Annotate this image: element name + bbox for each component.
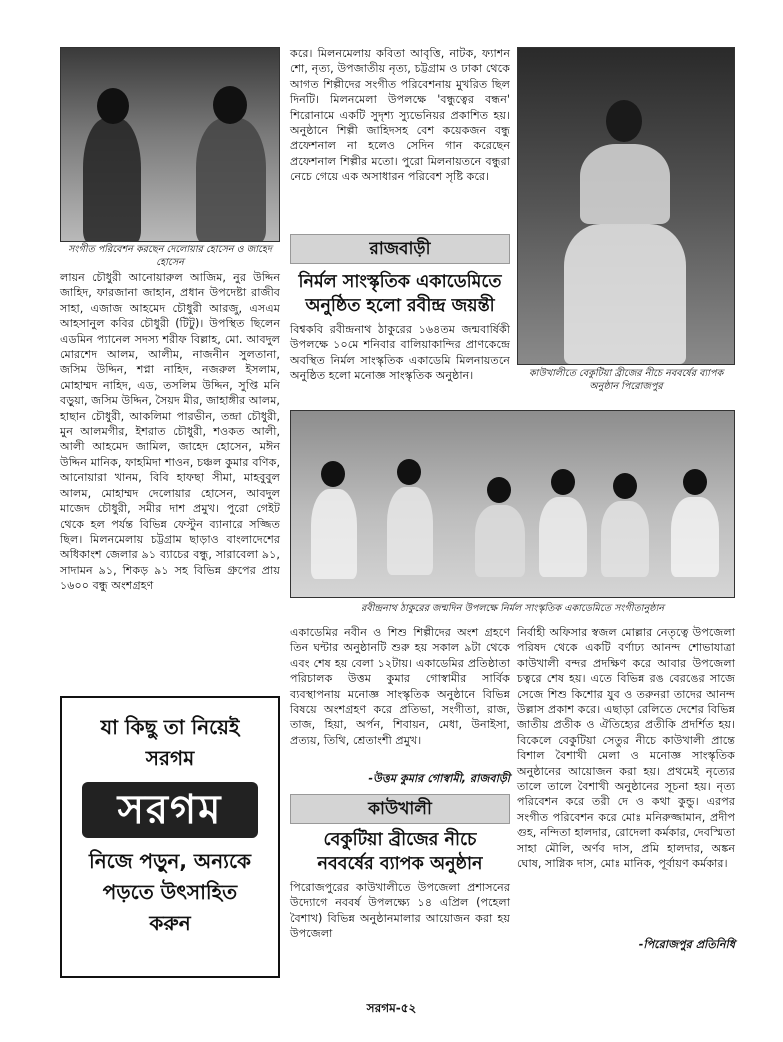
rajbari-body: একাডেমির নবীন ও শিশু শিল্পীদের অংশ গ্রহণে তিন ঘন্টার অনুষ্ঠানটি শুরু হয় সকাল ৯টা থেকে এবং শেষ হয় বেলা ১২টায়। একাডেমির প্রতিষ্ঠাতা পরিচালক উত্তম কুমার গোস্বামীর সার্বিক ব্যবস্থাপনায় মনোজ্ঞ সাংস্কৃতিক অনুষ্ঠানে বিভিন্ন বিষয়ে অংশগ্রহণ করে প্রতিভা, সংগীতা, রাজ, তাজ, হিয়া, অর্পন, শিবায়ন, মেধা, উনাইসা, প্রত্যয়, তিথি, শ্রেতাংশী প্রমুখ। bbox=[290, 626, 510, 747]
ad-line-1: যা কিছু তা নিয়েই bbox=[100, 715, 240, 739]
singers-photo-caption: সংগীত পরিবেশন করছেন দেলোয়ার হোসেন ও জাহেদ হোসেন bbox=[68, 244, 272, 268]
kaukhali-section-banner: কাউখালী bbox=[290, 794, 510, 824]
rajbari-headline-line-2: অনুষ্ঠিত হলো রবীন্দ্র জয়ন্তী bbox=[305, 296, 495, 316]
kaukhali-byline: -পিরোজপুর প্রতিনিধি bbox=[638, 938, 735, 951]
col2-top-paragraph: করে। মিলনমেলায় কবিতা আবৃত্তি, নাটক, ফ্যাশন শো, নৃত্য, উপজাতীয় নৃত্য, চট্টগ্রাম ও ঢাকা থেকে আগত শিল্পীদের সংগীত পরিবেশনায় মুখরিত ছিল দিনটি। মিলনমেলা উপলক্ষে 'বন্ধুত্বের বন্ধন' শিরোনামে একটি সুদৃশ্য স্যুভেনিয়র প্রকাশিত হয়। অনুষ্ঠানে শিল্পী জাহিদসহ বেশ কয়েকজন বন্ধু প্রফেশনাল না হলেও সেদিন গান করেছেন প্রফেশনাল শিল্পীর মতো। পুরো মিলনায়তনে বন্ধুরা নেচে গেয়ে এক অসাধারন পরিবেশ সৃষ্টি করে। bbox=[290, 47, 510, 184]
page-footer-label: সরগম-৫২ bbox=[366, 1001, 417, 1015]
kaukhali-body-right: নির্বাহী অফিসার স্বজল মোল্লার নেতৃত্বে উপজেলা পরিষদ থেকে একটি বর্ণাঢ্য আনন্দ শোভাযাত্রা কাউখালী বন্দর প্রদক্ষিণ করে আবার উপজেলা চত্বরে শেষ হয়। এতে বিভিন্ন রঙ বেরঙের সাজে সেজে শিশু কিশোর যুব ও তরুনরা তাদের আনন্দ উল্লাস প্রকাশ করে। এছাড়া রেলিতে দেশের বিভিন্ন জাতীয় প্রতীক ও ঐতিহ্যের প্রতীকি প্রদর্শিত হয়। বিকেলে বেকুটিয়া সেতুর নীচে কাউখালী প্রান্তে বিশাল বৈশাখী মেলা ও মনোজ্ঞ সাংস্কৃতিক অনুষ্ঠানের আয়োজন করা হয়। প্রথমেই নৃত্যের তালে তালে বৈশাখী অনুষ্ঠানের সূচনা হয়। নৃত্য পরিবেশন করে তরী দে ও কথা কুন্ডু। এরপর সংগীত পরিবেশন করে মোঃ মনিরুজ্জামান, প্রদীপ গুহ, নন্দিতা হালদার, রোদেলা কর্মকার, দেবস্মিতা সাহা মৌলি, অর্ণব দাস, প্রমি হালদার, অঙ্কন ঘোষ, সাগ্নিক দাস, মোঃ মানিক, পূর্বায়ণ কর্মকার। bbox=[517, 626, 735, 871]
rajbari-headline-line-1: নির্মল সাংস্কৃতিক একাডেমিতে bbox=[298, 272, 502, 292]
ad-line-5: করুন bbox=[149, 911, 191, 935]
col1-paragraph: লায়ন চৌধুরী আনোয়ারুল আজিম, নুর উদ্দিন জাহিদ, ফারজানা জাহান, প্রধান উপদেষ্টা রাজীব সাহা, এজাজ আহমেদ চৌধুরী আরজু, এসএম আহসানুল কবির চৌধুরী (টিটু)। উপস্থিত ছিলেন এডমিন প্যানেল সদস্য শরীফ বিল্লাহ, মো. আবদুল মোরশেদ আলম, আলীম, নাজনীন সুলতানা, জসিম উদ্দিন, শপ্না নাহিদ, নজরুল ইসলাম, মোহাম্মদ নাহিদ, এড, তসলিম উদ্দিন, সুপ্তি মনি বড়ুয়া, জসিম উদ্দিন, সৈয়দ মীর, জাহাঙ্গীর আলম, হাছান চৌধুরী, আকলিমা পারভীন, তন্দ্রা চৌধুরী, মুন আলমগীর, ইশরাত চৌধুরী, শওকত আলী, আলী আহমেদ জামিল, জাহেদ হোসেন, মঈন উদ্দিন মানিক, ফাহমিদা শাওন, চঞ্চল কুমার বণিক, আনোয়ারা খানম, বিবি হাফছা সীমা, মাহবুবুল আলম, মোহাম্মদ দেলোয়ার হোসেন, আবদুল মাজেদ চৌধুরী, সমীর দাশ প্রমুখ। পুরো গেইট থেকে হল পর্যন্ত বিভিন্ন ফেস্টুন ব্যানারে সজ্জিত ছিল। মিলনমেলায় চট্টগ্রাম ছাড়াও বাংলাদেশের অধিকাংশ জেলার ৯১ ব্যাচের বন্ধু, সারাবেলা ৯১, সাদামন ৯১, শিকড় ৯১ সহ বিভিন্ন গ্রুপের প্রায় ১৬০০ বন্ধু অংশগ্রহণ bbox=[60, 271, 280, 593]
sargam-ad bbox=[60, 696, 280, 978]
kaukhali-headline-line-2: নববর্ষের ব্যাপক অনুষ্ঠান bbox=[317, 854, 483, 874]
singers-photo bbox=[60, 47, 280, 242]
ad-line-4: পড়তে উৎসাহিত bbox=[102, 880, 238, 904]
rajbari-intro: বিশ্বকবি রবীন্দ্রনাথ ঠাকুরের ১৬৪তম জন্মবার্ষিকী উপলক্ষে ১০মে শনিবার বালিয়াকান্দির প্রাণকেন্দ্রে অবস্থিত নির্মল সাংস্কৃতিক একাডেমি মিলনায়তনে অনুষ্ঠিত হলো মনোজ্ঞ সাংস্কৃতিক অনুষ্ঠান। bbox=[290, 323, 510, 383]
dancer-photo-caption: কাউখালীতে বেকুটিয়া ব্রীজের নীচে নববর্ষের ব্যাপক অনুষ্ঠান পিরোজপুর bbox=[528, 368, 724, 392]
children-photo-caption: রবীন্দ্রনাথ ঠাকুরের জন্মদিন উপলক্ষে নির্মল সাংস্কৃতিক একাডেমিতে সংগীতানুষ্ঠান bbox=[361, 603, 664, 614]
ad-line-2: সরগম bbox=[145, 746, 195, 770]
kaukhali-body-left: পিরোজপুরের কাউখালীতে উপজেলা প্রশাসনের উদ্যোগে নববর্ষ উপলক্ষ্যে ১৪ এপ্রিল (পহেলা বৈশাখ) বিভিন্ন অনুষ্ঠানমালার আয়োজন করা হয় উপজেলা bbox=[290, 881, 510, 941]
rajbari-byline: -উত্তম কুমার গোস্বামী, রাজবাড়ী bbox=[368, 772, 510, 785]
sargam-logo: সরগম bbox=[82, 782, 258, 838]
kaukhali-headline-line-1: বেকুটিয়া ব্রীজের নীচে bbox=[323, 830, 477, 850]
children-group-photo bbox=[290, 410, 735, 598]
dancer-photo bbox=[517, 47, 735, 365]
ad-line-3: নিজে পড়ুন, অন্যকে bbox=[89, 849, 251, 873]
rajbari-section-banner: রাজবাড়ী bbox=[290, 234, 510, 264]
